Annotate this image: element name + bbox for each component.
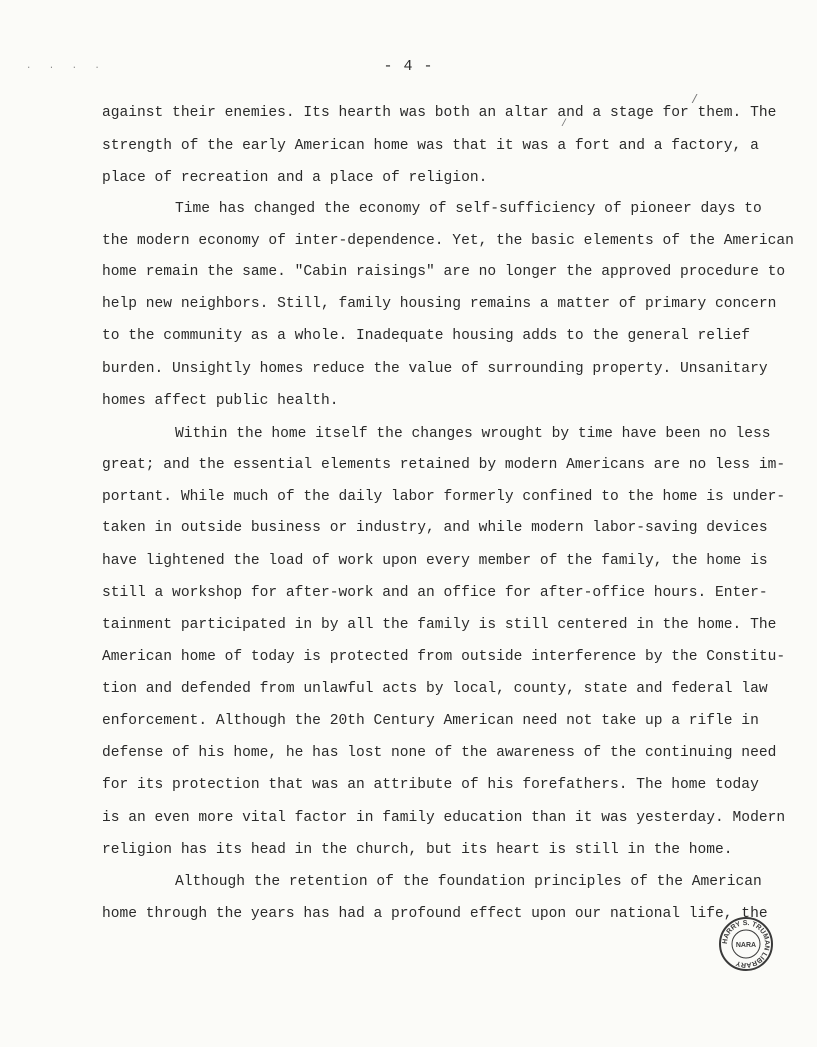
text-line: have lightened the load of work upon every member of the family, the home is <box>102 553 768 569</box>
text-line: home remain the same. "Cabin raisings" are no longer the approved procedure to <box>102 264 786 280</box>
text-line: portant. While much of the daily labor formerly confined to the home is under- <box>102 489 786 505</box>
seal-ring-text: HARRY S. TRUMAN LIBRARY <box>721 919 771 969</box>
text-line: Within the home itself the changes wrought by time have been no less <box>175 426 771 442</box>
text-line: help new neighbors. Still, family housing remains a matter of primary concern <box>102 296 777 312</box>
scan-specks: · · · · <box>26 63 106 73</box>
text-line: taken in outside business or industry, and while modern labor-saving devices <box>102 520 768 536</box>
text-line: still a workshop for after-work and an office for after-office hours. Enter- <box>102 585 768 601</box>
text-line: to the community as a whole. Inadequate housing adds to the general relief <box>102 328 751 344</box>
text-line: Although the retention of the foundation principles of the American <box>175 874 762 890</box>
scan-mark: / <box>561 119 568 130</box>
text-line: religion has its head in the church, but its heart is still in the home. <box>102 842 733 858</box>
text-line: is an even more vital factor in family education than it was yesterday. Modern <box>102 810 786 826</box>
text-line: strength of the early American home was that it was a fort and a factory, a <box>102 138 759 154</box>
text-line: great; and the essential elements retained by modern Americans are no less im- <box>102 457 786 473</box>
text-line: homes affect public health. <box>102 393 339 409</box>
scan-mark: / <box>691 93 699 107</box>
text-line: enforcement. Although the 20th Century American need not take up a rifle in <box>102 713 759 729</box>
text-line: defense of his home, he has lost none of the awareness of the continuing need <box>102 745 777 761</box>
seal-center-text: NARA <box>735 942 757 949</box>
text-line: the modern economy of inter-dependence. Yet, the basic elements of the American <box>102 233 794 249</box>
text-line: Time has changed the economy of self-sufficiency of pioneer days to <box>175 201 762 217</box>
text-line: against their enemies. Its hearth was both an altar and a stage for them. The <box>102 105 777 121</box>
text-line: home through the years has had a profound effect upon our national life, the <box>102 906 768 922</box>
library-seal <box>718 916 774 972</box>
text-line: place of recreation and a place of religion. <box>102 170 488 186</box>
text-line: burden. Unsightly homes reduce the value of surrounding property. Unsanitary <box>102 361 768 377</box>
text-line: for its protection that was an attribute of his forefathers. The home today <box>102 777 759 793</box>
text-line: American home of today is protected from outside interference by the Constitu- <box>102 649 786 665</box>
text-line: tion and defended from unlawful acts by local, county, state and federal law <box>102 681 768 697</box>
page-number: - 4 - <box>383 58 434 75</box>
text-line: tainment participated in by all the family is still centered in the home. The <box>102 617 777 633</box>
